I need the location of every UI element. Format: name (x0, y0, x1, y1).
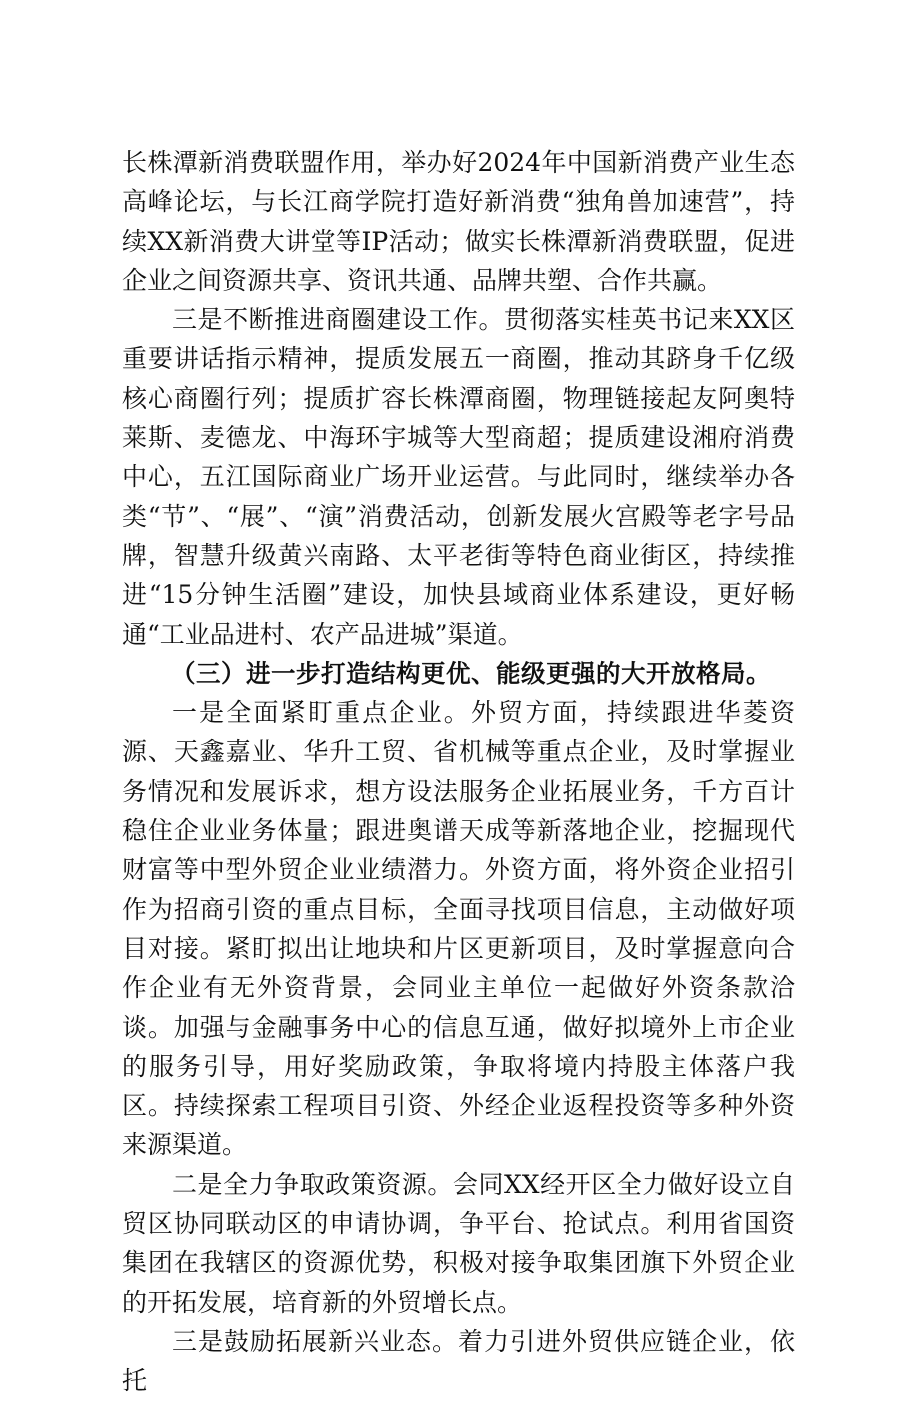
section-heading: （三）进一步打造结构更优、能级更强的大开放格局。 (171, 658, 771, 688)
paragraph-new-formats: 三是鼓励拓展新兴业态。着力引进外贸供应链企业，依托 (122, 1326, 795, 1396)
paragraph-business-district: 三是不断推进商圈建设工作。贯彻落实桂英书记来XX区重要讲话指示精神，提质发展五一商圈，推动其跻身千亿级核心商圈行列；提质扩容长株潭商圈，物理链接起友阿奥特莱斯、麦德龙、中海环宇城等大型商超；提质建设湘府消费中心，五江国际商业广场开业运营。与此同时，继续举办各类“节”、“展”、“演”消费活动，创新发展火宫殿等老字号品牌，智慧升级黄兴南路、太平老街等特色商业街区，持续推进“15分钟生活圈”建设，加快县域商业体系建设，更好畅通“工业品进村、农产品进城”渠道。 (122, 305, 795, 649)
document-page (122, 143, 795, 1401)
paragraph-continuation: 长株潭新消费联盟作用，举办好2024年中国新消费产业生态高峰论坛，与长江商学院打造好新消费“独角兽加速营”，持续XX新消费大讲堂等IP活动；做实长株潭新消费联盟，促进企业之间资源共享、资讯共通、品牌共塑、合作共赢。 (122, 148, 795, 295)
paragraph-key-enterprises: 一是全面紧盯重点企业。外贸方面，持续跟进华菱资源、天鑫嘉业、华升工贸、省机械等重点企业，及时掌握业务情况和发展诉求，想方设法服务企业拓展业务，千方百计稳住企业业务体量；跟进奥谱天成等新落地企业，挖掘现代财富等中型外贸企业业绩潜力。外资方面，将外资企业招引作为招商引资的重点目标，全面寻找项目信息，主动做好项目对接。紧盯拟出让地块和片区更新项目，及时掌握意向合作企业有无外资背景，会同业主单位一起做好外资条款洽谈。加强与金融事务中心的信息互通，做好拟境外上市企业的服务引导，用好奖励政策，争取将境内持股主体落户我区。持续探索工程项目引资、外经企业返程投资等多种外资来源渠道。 (122, 698, 795, 1160)
paragraph-policy-resources: 二是全力争取政策资源。会同XX经开区全力做好设立自贸区协同联动区的申请协调，争平台、抢试点。利用省国资集团在我辖区的资源优势，积极对接争取集团旗下外贸企业的开拓发展，培育新的外贸增长点。 (122, 1169, 795, 1317)
